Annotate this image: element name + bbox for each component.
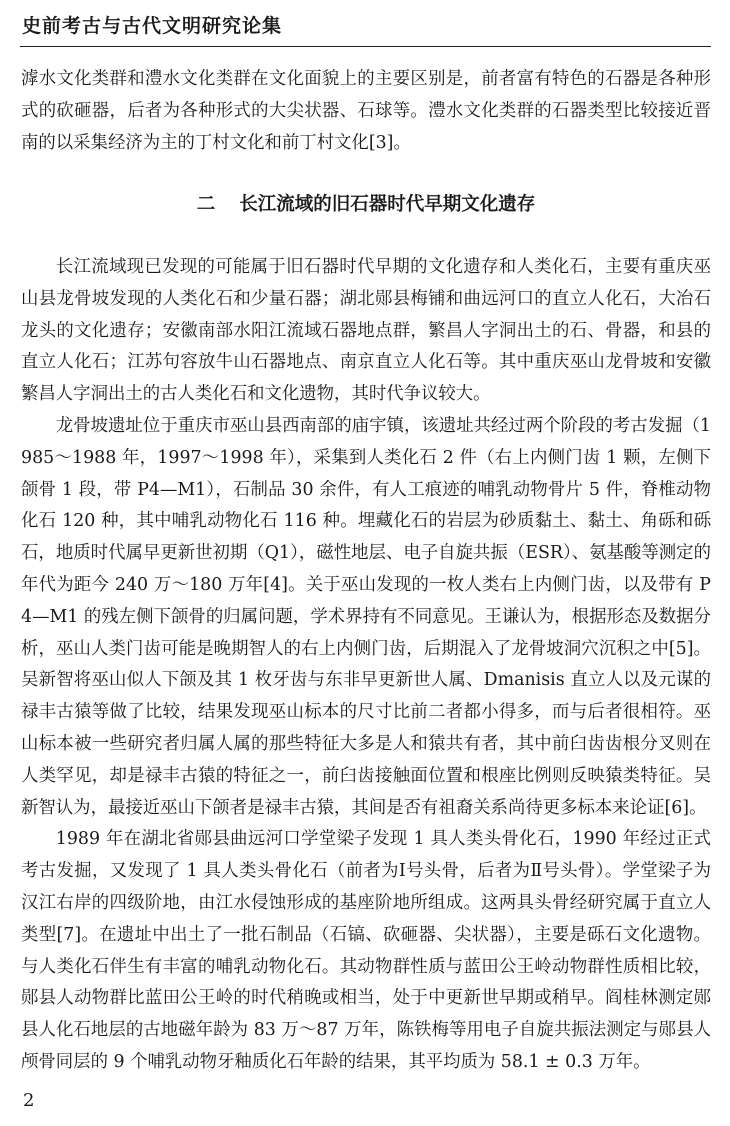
running-header: 史前考古与古代文明研究论集 [22,15,283,37]
section-number: 二 [196,194,216,215]
paragraph-yangtze-overview: 长江流域现已发现的可能属于旧石器时代早期的文化遗存和人类化石，主要有重庆巫山县龙骨坡发现的人类化石和少量石器；湖北郧县梅铺和曲远河口的直立人化石，大冶石龙头的文化遗存；安徽南部水阳江流域石器地点群，繁昌人字洞出土的石、骨器，和县的直立人化石；江苏句容放牛山石器地点、南京直立人化石等。其中重庆巫山龙骨坡和安徽繁昌人字洞出土的古人类化石和文化遗物，其时代争议较大。 [21,257,711,405]
paragraph-yunxian-site: 1989 年在湖北省郧县曲远河口学堂梁子发现 1 具人类头骨化石，1990 年经过正式考古发掘，又发现了 1 具人类头骨化石（前者为Ⅰ号头骨，后者为Ⅱ号头骨）。学堂梁子为汉江右岸的四级阶地，由江水侵蚀形成的基座阶地所组成。这两具头骨经研究属于直立人类型[7]。在遗址中出土了一批石制品（石镐、砍砸器、尖状器），主要是砾石文化遗物。与人类化石伴生有丰富的哺乳动物化石。其动物群性质与蓝田公王岭动物群性质相比较，郧县人动物群比蓝田公王岭的时代稍晚或相当，处于中更新世早期或稍早。阎桂林测定郧县人化石地层的古地磁年龄为 83 万～87 万年，陈铁梅等用电子自旋共振法测定与郧县人颅骨同层的 9 个哺乳动物牙釉质化石年龄的结果，其平均质为 58.1 ± 0.3 万年。 [21,829,711,1072]
page-number: 2 [23,1090,35,1111]
paragraph-longgupo-site: 龙骨坡遗址位于重庆市巫山县西南部的庙宇镇，该遗址共经过两个阶段的考古发掘（1985～1988 年，1997～1998 年），采集到人类化石 2 件（右上内侧门齿 1 颗，左侧下颌骨 1 段，带 P4—M1），石制品 30 余件，有人工痕迹的哺乳动物骨片 5 件，脊椎动物化石 120 种，其中哺乳动物化石 116 种。埋藏化石的岩层为砂质黏土、黏土、角砾和砾石，地质时代属早更新世初期（Q1），磁性地层、电子自旋共振（ESR）、氨基酸等测定的年代为距今 240 万～180 万年[4]。关于巫山发现的一枚人类右上内侧门齿，以及带有 P4—M1 的残左侧下颌骨的归属问题，学术界持有不同意见。王谦认为，根据形态及数据分析，巫山人类门齿可能是晚期智人的右上内侧门齿，后期混入了龙骨坡洞穴沉积之中[5]。吴新智将巫山似人下颌及其 1 枚牙齿与东非早更新世人属、Dmanisis 直立人以及元谋的禄丰古猿等做了比较，结果发现巫山标本的尺寸比前二者都小得多，而与后者很相符。巫山标本被一些研究者归属人属的那些特征大多是人和猿共有者，其中前臼齿齿根分叉则在人类罕见，却是禄丰古猿的特征之一，前臼齿接触面位置和根座比例则反映猿类特征。吴新智认为，最接近巫山下颌者是禄丰古猿，其间是否有祖裔关系尚待更多标本来论证[6]。 [21,415,711,818]
main-text-block [21,252,711,1079]
intro-block [21,64,711,159]
paragraph-intro: 滹水文化类群和澧水文化类群在文化面貌上的主要区别是，前者富有特色的石器是各种形式的砍砸器，后者为各种形式的大尖状器、石球等。澧水文化类群的石器类型比较接近晋南的以采集经济为主的丁村文化和前丁村文化[3]。 [21,69,711,153]
header-rule [20,46,711,47]
section-title: 长江流域的旧石器时代早期文化遗存 [239,194,536,215]
section-heading [21,192,711,218]
